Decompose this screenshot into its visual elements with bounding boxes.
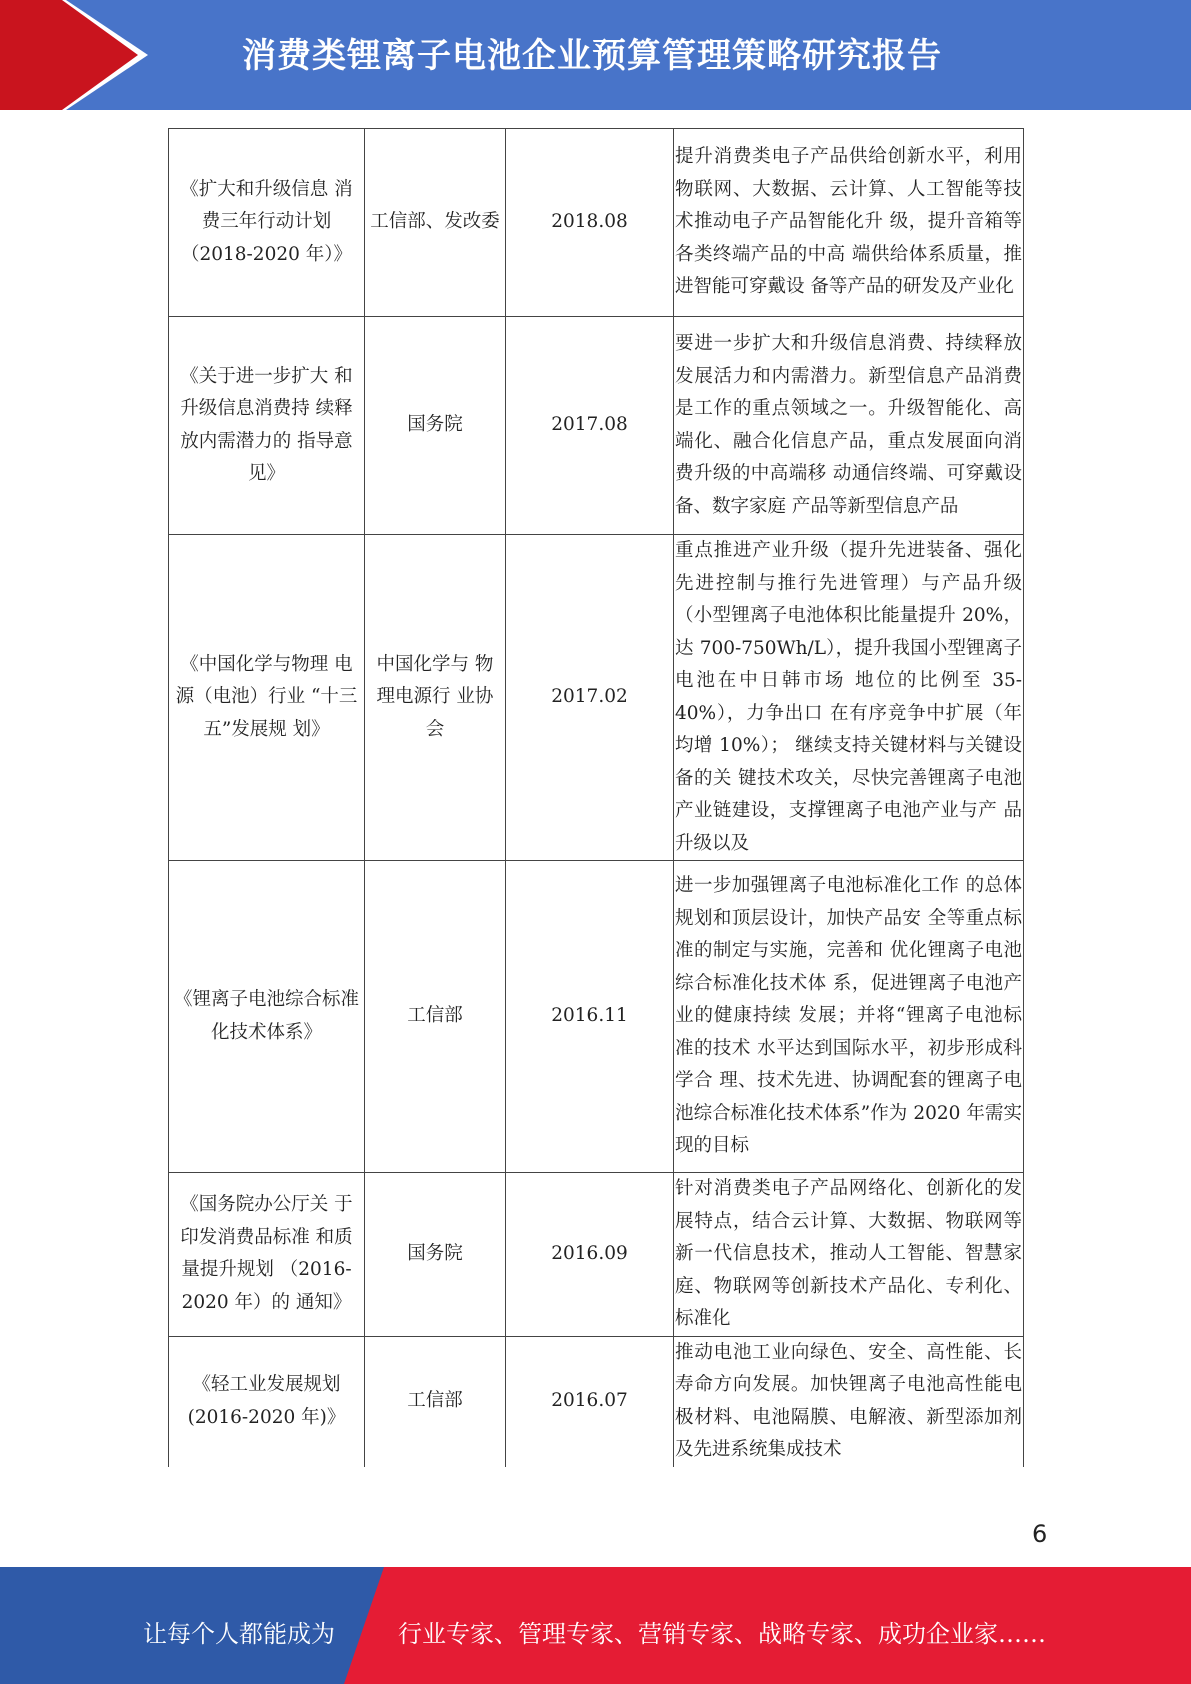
policy-name: 《国务院办公厅关 于印发消费品标准 和质量提升规划 （2016-2020 年）的 通知》 [169, 1173, 365, 1337]
table-row [169, 861, 1024, 1173]
table-row [169, 1173, 1024, 1337]
issuing-department: 工信部 [365, 1336, 506, 1467]
policy-content: 要进一步扩大和升级信息消费、持续释放发展活力和内需潜力。新型信息产品消费是工作的重点领域之一。升级智能化、高端化、融合化信息产品，重点发展面向消费升级的中高端移 动通信终端、可穿戴设备、数字家庭 产品等新型信息产品 [674, 317, 1024, 535]
table-row [169, 1336, 1024, 1467]
issue-date: 2016.07 [506, 1336, 674, 1467]
policy-content: 进一步加强锂离子电池标准化工作 的总体规划和顶层设计，加快产品安 全等重点标准的制定与实施，完善和 优化锂离子电池综合标准化技术体 系，促进锂离子电池产业的健康持续 发展；并将“锂离子电池标准的技术 水平达到国际水平，初步形成科学合 理、技术先进、协调配套的锂离子电 池综合标准化技术体系”作为 2020 年需实现的目标 [674, 861, 1024, 1173]
issuing-department: 中国化学与 物理电源行 业协会 [365, 535, 506, 861]
issue-date: 2016.11 [506, 861, 674, 1173]
issue-date: 2018.08 [506, 129, 674, 317]
report-title: 消费类锂离子电池企业预算管理策略研究报告 [242, 36, 942, 76]
policy-name: 《关于进一步扩大 和升级信息消费持 续释放内需潜力的 指导意见》 [169, 317, 365, 535]
issuing-department: 工信部 [365, 861, 506, 1173]
table-row [169, 535, 1024, 861]
policy-name: 《轻工业发展规划 (2016-2020 年)》 [169, 1336, 365, 1467]
policy-name: 《扩大和升级信息 消费三年行动计划（2018-2020 年）》 [169, 129, 365, 317]
issuing-department: 国务院 [365, 317, 506, 535]
issue-date: 2017.08 [506, 317, 674, 535]
table-row [169, 317, 1024, 535]
policy-name: 《锂离子电池综合标准化技术体系》 [169, 861, 365, 1173]
issue-date: 2017.02 [506, 535, 674, 861]
issuing-department: 工信部、发改委 [365, 129, 506, 317]
issuing-department: 国务院 [365, 1173, 506, 1337]
policy-table [168, 128, 1024, 1467]
issue-date: 2016.09 [506, 1173, 674, 1337]
policy-content: 重点推进产业升级（提升先进装备、强化先进控制与推行先进管理）与产品升级（小型锂离子电池体积比能量提升 20%，达 700-750Wh/L），提升我国小型锂离子电池在中日韩市场 地位的比例至 35-40%），力争出口 在有序竞争中扩展（年均增 10%）； 继续支持关键材料与关键设备的关 键技术攻关，尽快完善锂离子电池产业链建设，支撑锂离子电池产业与产 品升级以及 [674, 535, 1024, 861]
policy-content: 提升消费类电子产品供给创新水平，利用物联网、大数据、云计算、人工智能等技术推动电子产品智能化升 级，提升音箱等各类终端产品的中高 端供给体系质量，推进智能可穿戴设 备等产品的研发及产业化 [674, 129, 1024, 317]
page-header [0, 0, 1191, 110]
policy-content: 针对消费类电子产品网络化、创新化的发展特点，结合云计算、大数据、物联网等新一代信息技术，推动人工智能、智慧家庭、物联网等创新技术产品化、专利化、标准化 [674, 1173, 1024, 1337]
policy-name: 《中国化学与物理 电源（电池）行业 “十三五”发展规 划》 [169, 535, 365, 861]
table-row [169, 129, 1024, 317]
footer-slogan-left: 让每个人都能成为 [143, 1620, 335, 1648]
page-number: 6 [1032, 1520, 1048, 1548]
footer-slogan-right: 行业专家、管理专家、营销专家、战略专家、成功企业家…… [398, 1620, 1046, 1648]
policy-content: 推动电池工业向绿色、安全、高性能、长寿命方向发展。加快锂离子电池高性能电极材料、电池隔膜、电解液、新型添加剂及先进系统集成技术 [674, 1336, 1024, 1467]
